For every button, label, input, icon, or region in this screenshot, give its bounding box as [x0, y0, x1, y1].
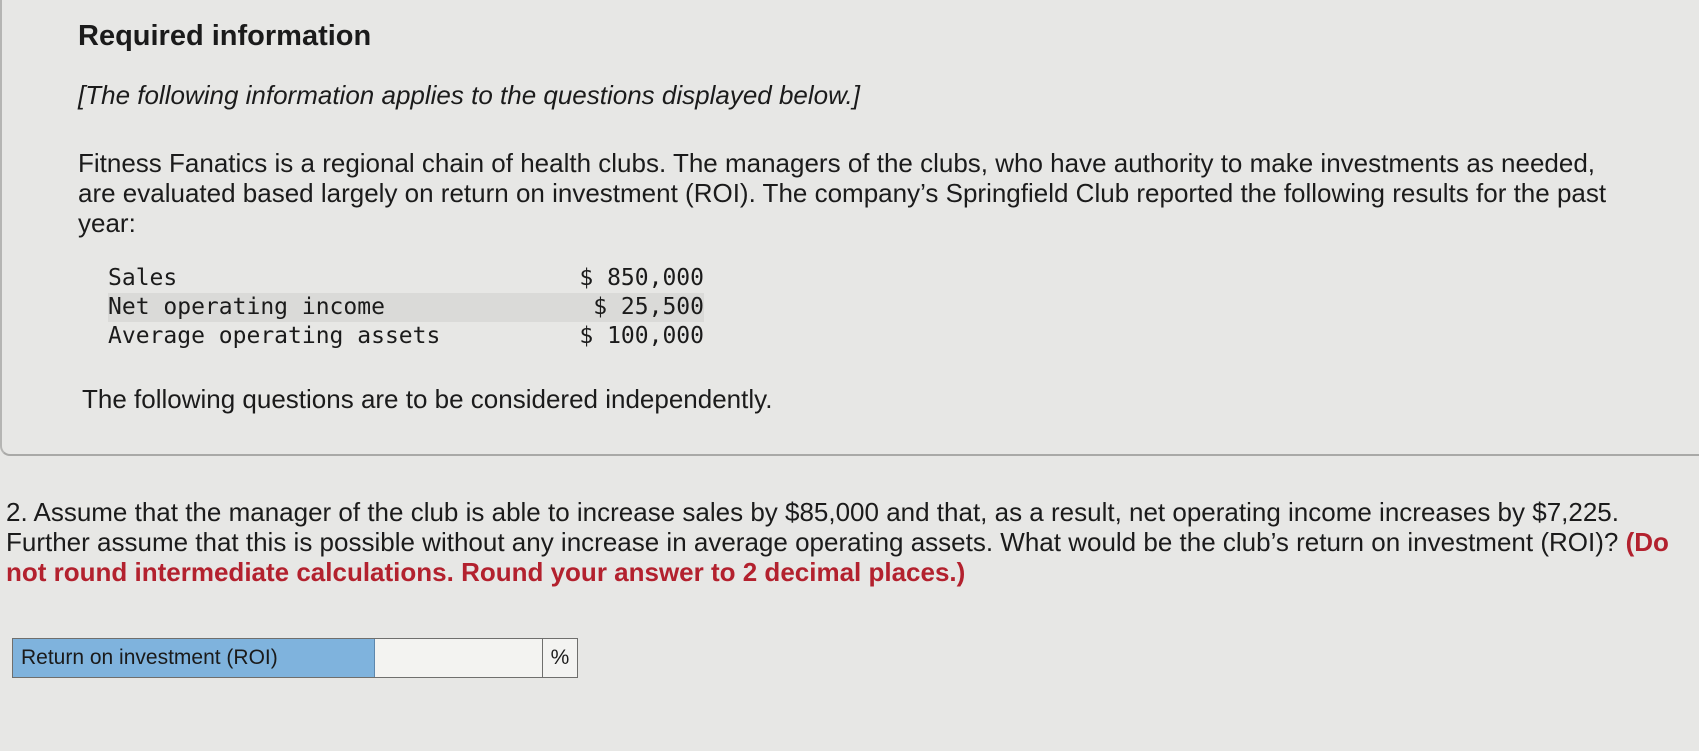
percent-unit: % [543, 639, 577, 677]
row-label: Net operating income [108, 293, 541, 322]
required-information-heading: Required information [78, 20, 372, 52]
rounding-instruction: (Do not round intermediate calculations. Round your answer to 2 decimal places.) [6, 527, 1669, 587]
row-amount: $ 100,000 [579, 323, 704, 349]
intro-note: [The following information applies to the questions displayed below.] [78, 80, 860, 110]
roi-input[interactable] [375, 639, 543, 677]
question-2-text [6, 497, 1691, 587]
independence-note: The following questions are to be considered independently. [82, 384, 773, 414]
row-amount: $ 25,500 [541, 293, 704, 322]
row-amount: $ 850,000 [579, 265, 704, 291]
table-row [108, 264, 704, 293]
row-label: Average operating assets [108, 323, 441, 349]
scenario-paragraph: Fitness Fanatics is a regional chain of health clubs. The managers of the clubs, who have authority to make investments as needed, are evaluated based largely on return on investment (ROI). The company’s Springfield Club reported the following results for the past year: [78, 148, 1607, 238]
question-body: 2. Assume that the manager of the club is able to increase sales by $85,000 and that, as a result, net operating income increases by $7,225. Further assume that this is possible without any increase in average operating assets. What would be the club’s return on investment (ROI)? [6, 497, 1619, 557]
table-row [108, 293, 704, 322]
roi-answer-row [12, 638, 578, 678]
table-row [108, 322, 704, 351]
financial-results-table [108, 264, 704, 351]
row-label: Sales [108, 265, 178, 291]
roi-label: Return on investment (ROI) [13, 639, 375, 677]
